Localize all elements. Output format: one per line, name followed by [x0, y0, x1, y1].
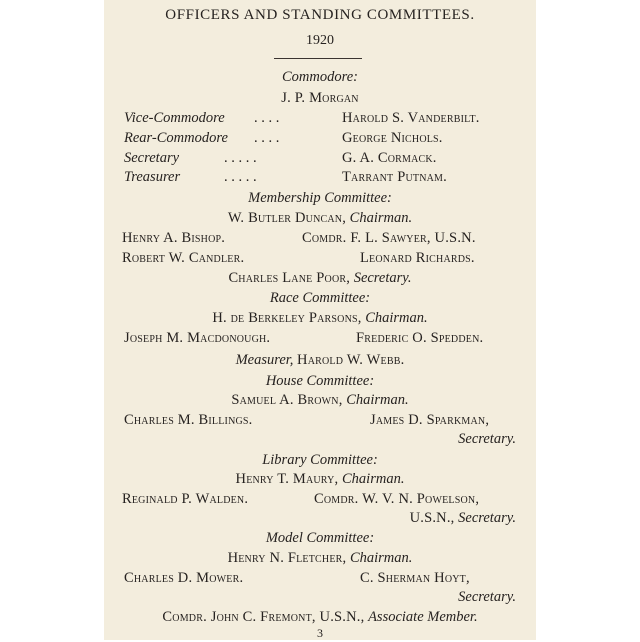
leader-dots: . . . .: [254, 130, 280, 146]
membership-chair: [104, 209, 536, 227]
chair-role: Chairman.: [342, 471, 405, 487]
document-page: [104, 0, 536, 640]
member-role: Secretary.: [458, 431, 516, 447]
page-number: 3: [317, 626, 323, 640]
house-chair: [104, 391, 536, 409]
chair-role: Chairman.: [365, 310, 428, 326]
commodore-name: J. P. Morgan: [281, 90, 359, 106]
commodore-label: Commodore:: [282, 69, 358, 85]
model-heading: Model Committee:: [265, 530, 375, 546]
race-heading: Race Committee:: [269, 290, 371, 306]
page-heading: OFFICERS AND STANDING COMMITTEES.: [165, 7, 475, 23]
model-chair: [104, 549, 536, 567]
member-name: James D. Sparkman,: [370, 412, 490, 428]
chair-name: W. Butler Duncan,: [227, 210, 347, 226]
member-name: Reginald P. Walden.: [122, 491, 249, 507]
membership-heading: Membership Committee:: [248, 190, 392, 206]
chair-role: Chairman.: [349, 210, 413, 226]
membership-secretary: [104, 269, 536, 287]
house-heading: House Committee:: [265, 373, 375, 389]
member-name: C. Sherman Hoyt,: [360, 570, 470, 586]
member-name: Charles M. Billings.: [124, 412, 253, 428]
officer-name: G. A. Cormack.: [342, 150, 437, 166]
officer-title: Secretary: [124, 150, 180, 166]
member-name: Joseph M. Macdonough.: [124, 330, 271, 346]
leader-dots: . . . . .: [224, 169, 257, 185]
member-role-line: [410, 509, 516, 527]
member-name: Henry A. Bishop.: [122, 230, 226, 246]
divider-rule: [274, 58, 362, 59]
chair-name: Henry N. Fletcher,: [227, 550, 347, 566]
officer-name: Tarrant Putnam.: [342, 169, 447, 185]
measurer-label: Measurer,: [235, 352, 294, 368]
chair-name: H. de Berkeley Parsons,: [212, 310, 362, 326]
officer-title: Vice-Commodore: [124, 110, 225, 126]
associate-name: Comdr. John C. Fremont, U.S.N.,: [162, 609, 365, 625]
chair-name: Henry T. Maury,: [235, 471, 339, 487]
race-chair: [104, 309, 536, 327]
member-name: Leonard Richards.: [360, 250, 475, 266]
member-role: Secretary.: [458, 510, 516, 526]
officer-name: George Nichols.: [342, 130, 443, 146]
year: 1920: [306, 33, 334, 48]
member-name: Comdr. F. L. Sawyer, U.S.N.: [302, 230, 476, 246]
chair-role: Chairman.: [349, 550, 413, 566]
member-name: Frederic O. Spedden.: [356, 330, 484, 346]
officer-name: Harold S. Vanderbilt.: [342, 110, 480, 126]
officer-title: Treasurer: [124, 169, 181, 185]
library-chair: [104, 470, 536, 488]
leader-dots: . . . . .: [224, 150, 257, 166]
library-heading: Library Committee:: [262, 452, 378, 468]
member-role: Secretary.: [458, 589, 516, 605]
chair-role: Chairman.: [346, 392, 409, 408]
member-name: Charles D. Mower.: [124, 570, 244, 586]
leader-dots: . . . .: [254, 110, 280, 126]
officer-title: Rear-Commodore: [124, 130, 228, 146]
associate-role: Associate Member.: [368, 609, 478, 625]
secretary-name: Charles Lane Poor,: [228, 270, 351, 286]
member-name-cont: U.S.N.,: [409, 510, 455, 526]
member-name: Robert W. Candler.: [122, 250, 245, 266]
chair-name: Samuel A. Brown,: [231, 392, 343, 408]
member-name: Comdr. W. V. N. Powelson,: [314, 491, 480, 507]
measurer-name: Harold W. Webb.: [297, 352, 405, 368]
race-measurer: [104, 351, 536, 369]
secretary-role: Secretary.: [353, 270, 412, 286]
